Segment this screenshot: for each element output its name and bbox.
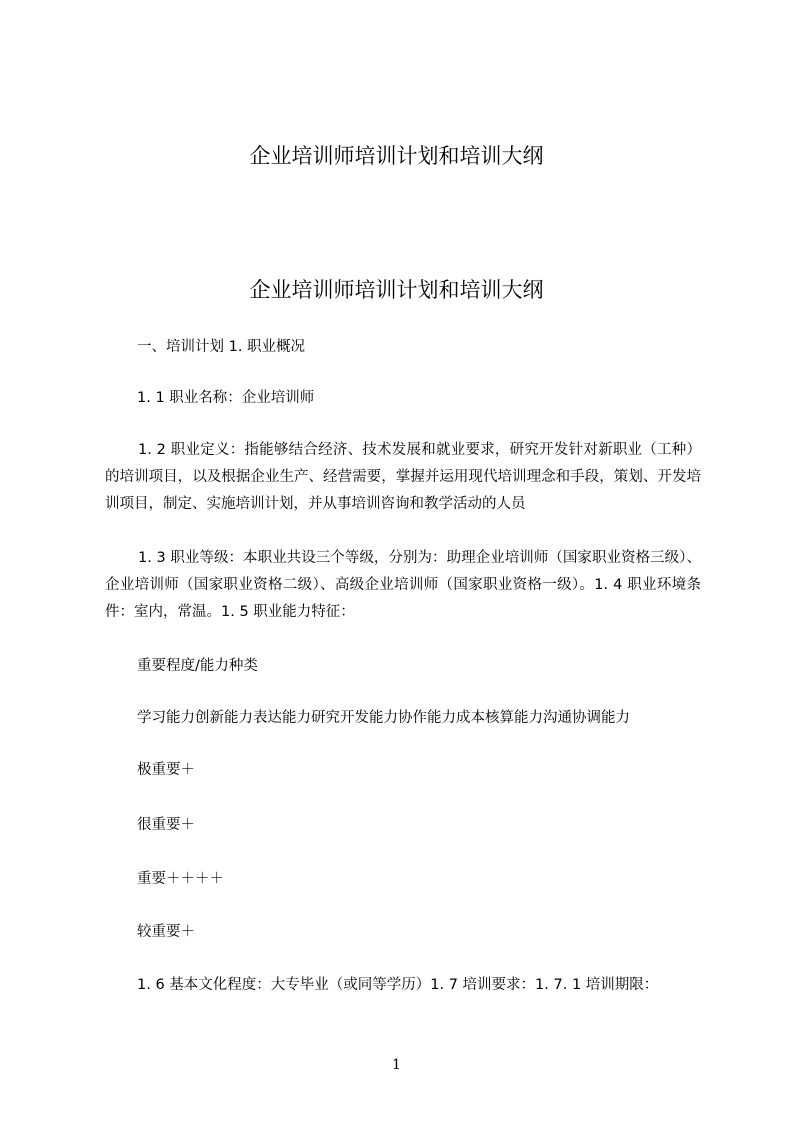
page-number: 1 [392,1057,401,1073]
occupation-levels-paragraph: 1. 3 职业等级：本职业共设三个等级，分别为：助理企业培训师（国家职业资格三级）、企业培训师（国家职业资格二级）、高级企业培训师（国家职业资格一级）。1. 4 职业环境条件：室内，常温。1. 5 职业能力特征： [105,550,701,620]
rating-fairly-important: 较重要＋ [137,924,195,940]
rating-very-important: 很重要＋ [137,817,195,833]
document-title-top: 企业培训师培训计划和培训大纲 [249,144,544,168]
education-requirement: 1. 6 基本文化程度：大专毕业（或同等学历）1. 7 培训要求：1. 7. 1 培训期限： [137,977,659,993]
ability-types: 学习能力创新能力表达能力研究开发能力协作能力成本核算能力沟通协调能力 [137,710,630,726]
occupation-definition-paragraph: 1. 2 职业定义：指能够结合经济、技术发展和就业要求，研究开发针对新职业（工种）的培训项目，以及根据企业生产、经营需要，掌握并运用现代培训理念和手段，策划、开发培训项目，制定、实施培训计划，并从事培训咨询和教学活动的人员 [105,442,701,512]
importance-header: 重要程度/能力种类 [137,658,258,674]
document-title-main: 企业培训师培训计划和培训大纲 [249,278,544,302]
plan-heading: 一、培训计划 1. 职业概况 [137,339,306,355]
rating-extremely-important: 极重要＋ [137,762,195,778]
occupation-name: 1. 1 职业名称：企业培训师 [137,390,315,406]
rating-important: 重要＋＋＋＋ [137,871,224,887]
